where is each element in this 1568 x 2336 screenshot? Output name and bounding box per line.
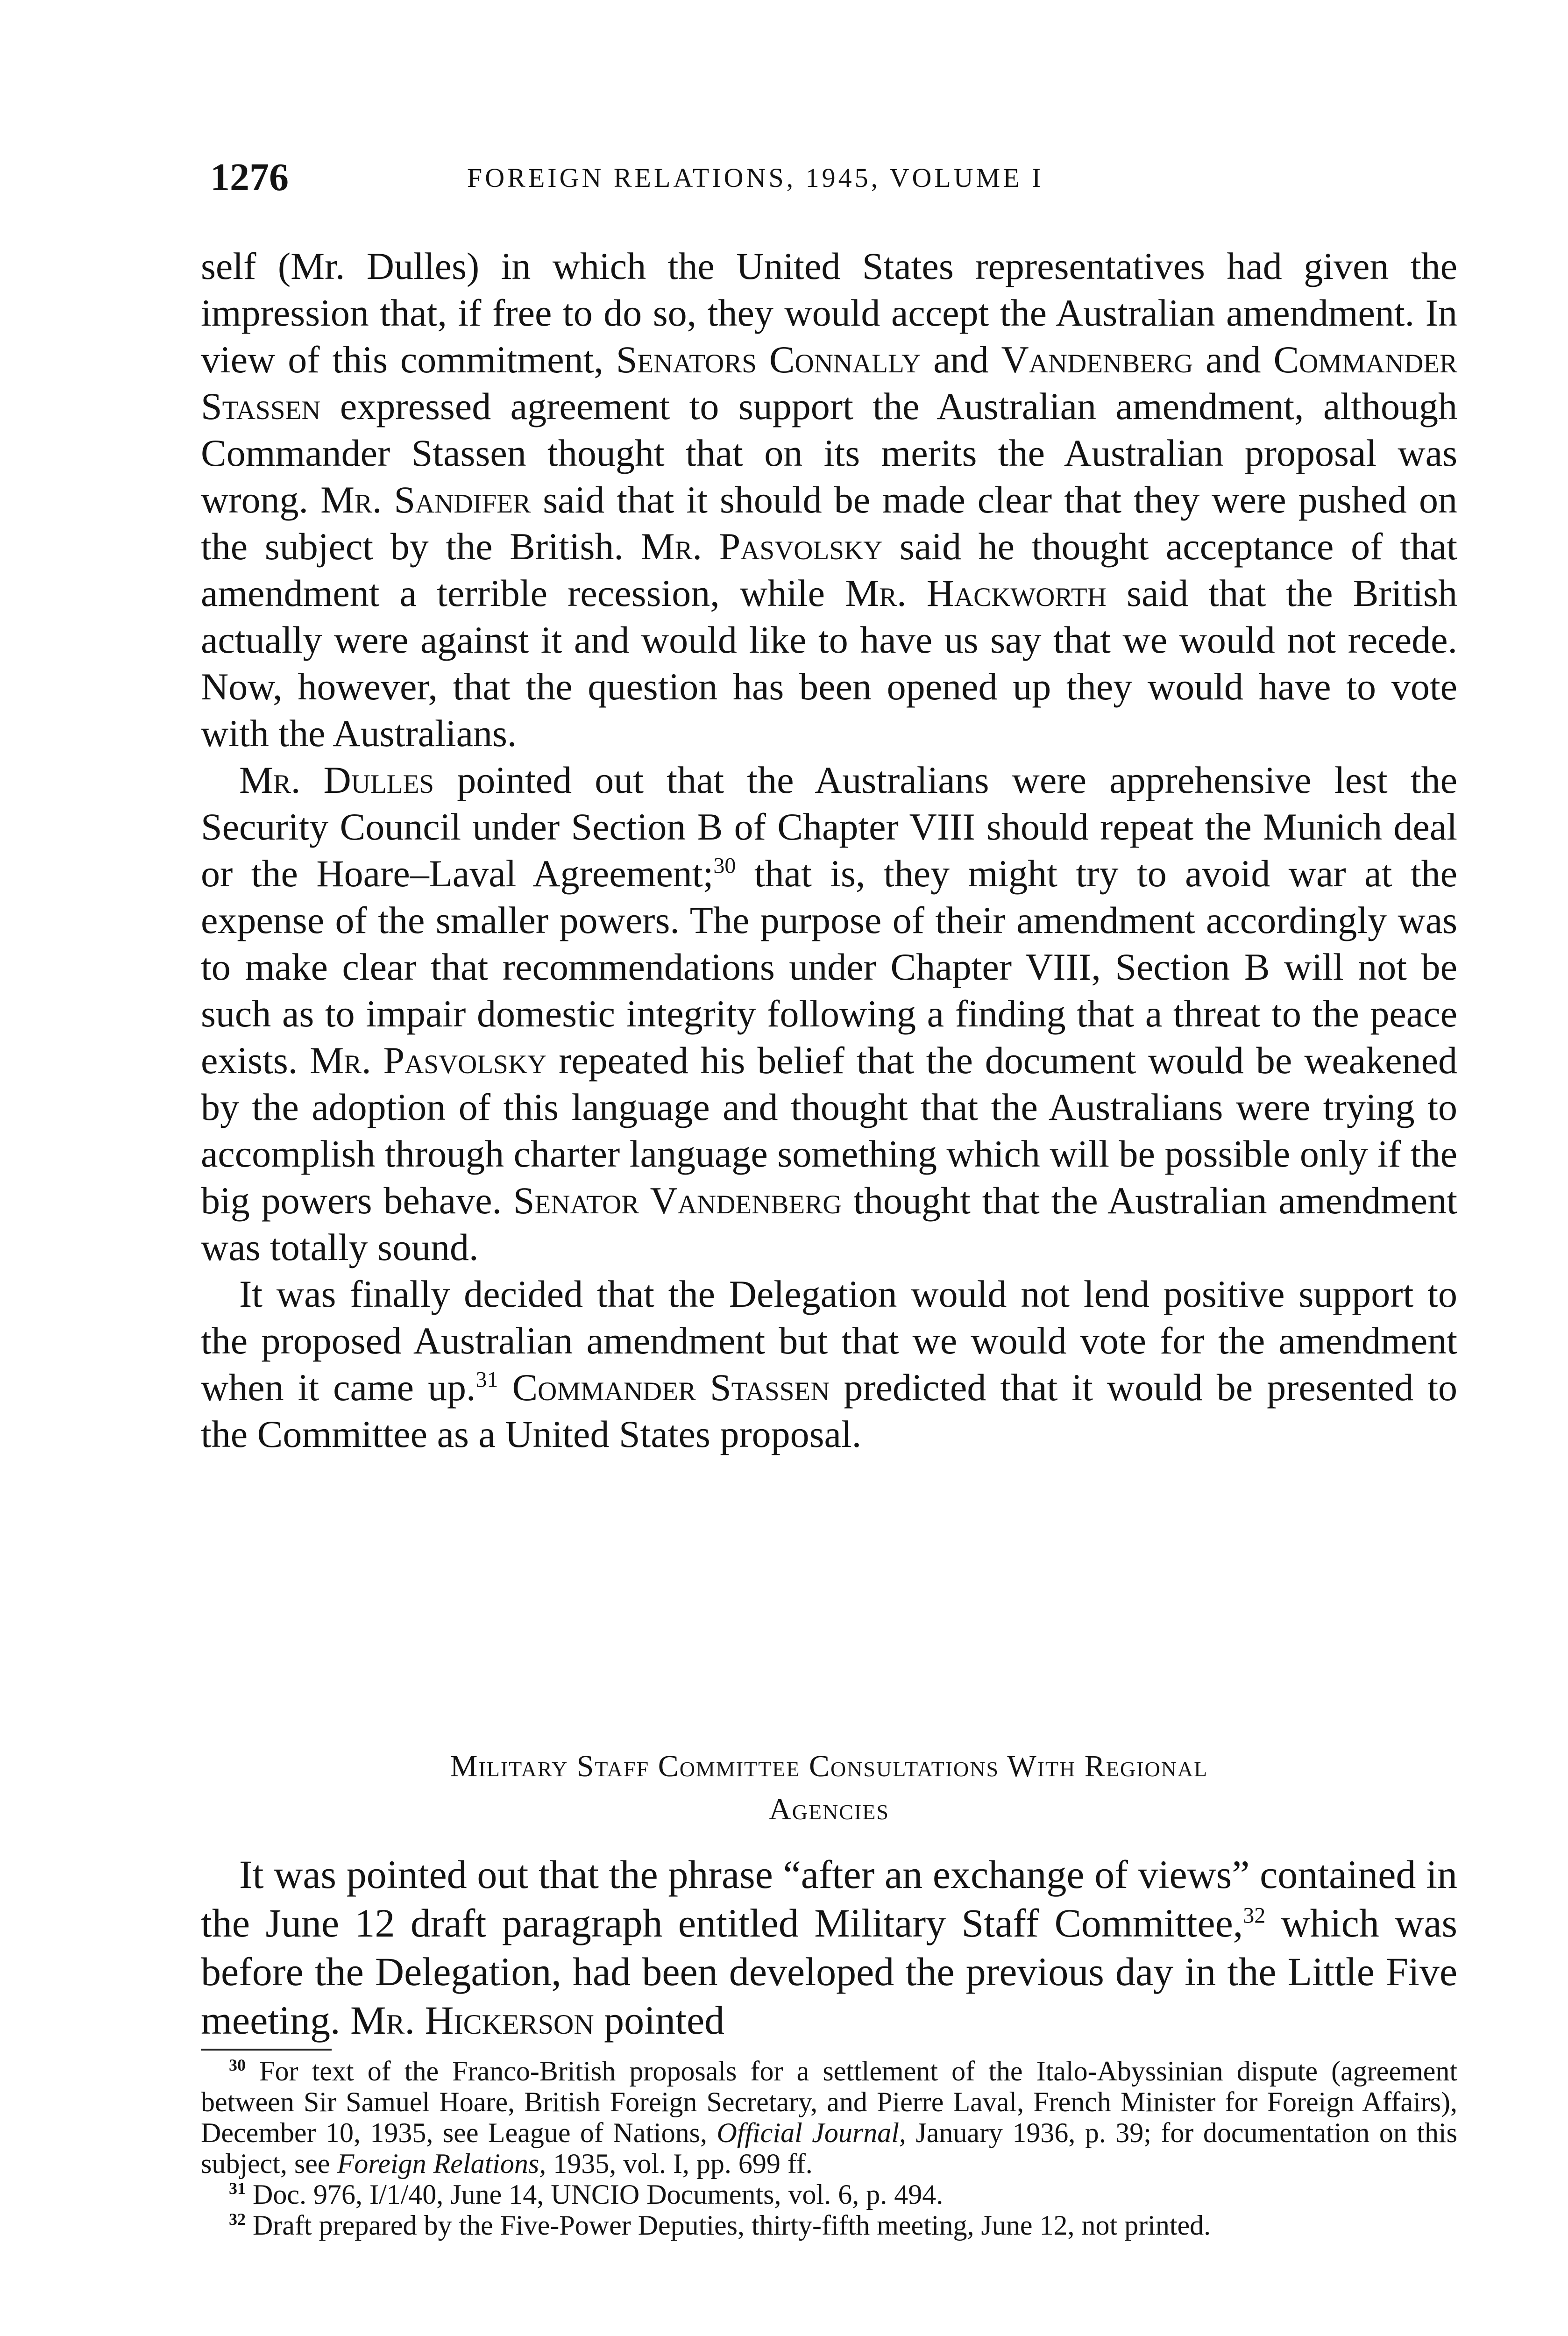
speaker-name: Mr. Hickerson xyxy=(350,1998,594,2043)
text-run: said he thought acceptance of that amendment a terrible recession, while xyxy=(201,525,1457,614)
section-heading-line-1: Military Staff Committee Consultations With Regional xyxy=(450,1749,1208,1783)
paragraph-4 xyxy=(201,1850,1457,2044)
footnote-30 xyxy=(201,2056,1457,2179)
text-run: It was pointed out that the phrase “after an exchange of views” contained in the June 12 draft paragraph entitled Military Staff Committee, xyxy=(201,1852,1457,1945)
body-text xyxy=(201,243,1457,1458)
speaker-name: Mr. Pasvolsky xyxy=(310,1039,547,1082)
text-run: pointed xyxy=(594,1998,725,2043)
speaker-name: Mr. Pasvolsky xyxy=(640,525,883,568)
speaker-name: Commander Stassen xyxy=(512,1366,830,1409)
text-run: which was before the Delegation, had been developed the previous day in the Little Five meeting. xyxy=(201,1901,1458,2043)
text-run: said that the British actually were against it and would like to have us say that we would not recede. Now, however, that the question has been opened up they would have to vote with the Australians. xyxy=(201,572,1457,755)
footnote-italic: Official Journal, xyxy=(717,2117,906,2148)
section-heading-line-2: Agencies xyxy=(769,1792,889,1826)
text-run xyxy=(498,1366,512,1409)
footnote-text: Draft prepared by the Five-Power Deputies, thirty-fifth meeting, June 12, not printed. xyxy=(253,2210,1211,2241)
speaker-name: Commander Stassen xyxy=(201,338,1457,427)
running-head: FOREIGN RELATIONS, 1945, VOLUME I xyxy=(467,163,1044,193)
footnote-text: January 1936, p. 39; for documentation on this subject, see xyxy=(201,2117,1457,2179)
text-run: and xyxy=(1193,338,1274,381)
text-run: pointed out that the Australians were apprehensive lest the Security Council under Section B of Chapter VIII should repeat the Munich deal or the Hoare–Laval Agreement; xyxy=(201,759,1457,895)
paragraph-3 xyxy=(201,1271,1457,1458)
paragraph-1 xyxy=(201,243,1457,757)
speaker-name: Mr. Dulles xyxy=(239,759,434,801)
footnote-italic: Foreign Relations, xyxy=(337,2148,546,2179)
footnote-reference: 31 xyxy=(475,1367,498,1392)
footnote-mark: 30 xyxy=(229,2056,246,2074)
page-number: 1276 xyxy=(210,156,289,199)
text-run: It was finally decided that the Delegation would not lend positive support to the proposed Australian amendment but that we would vote for the amendment when it came up. xyxy=(201,1273,1457,1409)
text-run: expressed agreement to support the Australian amendment, although Commander Stassen thought that on its merits the Australian proposal was wrong. xyxy=(201,385,1457,521)
footnote-divider xyxy=(201,2049,332,2051)
speaker-name: Mr. Hackworth xyxy=(845,572,1107,614)
footnote-text: Doc. 976, I/1/40, June 14, UNCIO Documents, vol. 6, p. 494. xyxy=(253,2179,944,2210)
footnotes xyxy=(201,2056,1457,2241)
footnote-31 xyxy=(201,2179,1457,2210)
footnote-text: 1935, vol. I, pp. 699 ff. xyxy=(546,2148,813,2179)
page-header xyxy=(210,154,1471,201)
text-run: self (Mr. Dulles) in which the United States representatives had given the impression that, if free to do so, they would accept the Australian amendment. In view of this commitment, xyxy=(201,245,1457,381)
footnote-32 xyxy=(201,2210,1457,2241)
speaker-name: Senator Vandenberg xyxy=(513,1179,842,1222)
text-run: that is, they might try to avoid war at the expense of the smaller powers. The purpose of their amendment accordingly was to make clear that recommendations under Chapter VIII, Section B will not be such as to impair domestic integrity following a finding that a threat to the peace exists. xyxy=(201,852,1457,1082)
footnote-reference: 32 xyxy=(1243,1903,1266,1928)
footnote-reference: 30 xyxy=(713,853,736,878)
body-text-continued xyxy=(201,1850,1457,2044)
paragraph-2 xyxy=(201,757,1457,1271)
text-run: thought that the Australian amendment was totally sound. xyxy=(201,1179,1457,1268)
footnote-mark: 31 xyxy=(229,2179,246,2198)
speaker-name: Vandenberg xyxy=(1001,338,1193,381)
footnote-mark: 32 xyxy=(229,2210,246,2229)
text-run: and xyxy=(921,338,1001,381)
section-heading xyxy=(201,1745,1457,1831)
speaker-name: Senators Connally xyxy=(616,338,921,381)
text-run: said that it should be made clear that they were pushed on the subject by the British. xyxy=(201,478,1458,568)
speaker-name: Mr. Sandifer xyxy=(320,478,531,521)
footnote-text: For text of the Franco-British proposals for a settlement of the Italo-Abyssinian dispute (agreement between Sir Samuel Hoare, British Foreign Secretary, and Pierre Laval, French Minister for Foreign Affairs), December 10, 1935, see League of Nations, xyxy=(201,2056,1457,2148)
text-run: repeated his belief that the document would be weakened by the adoption of this language and thought that the Australians were trying to accomplish through charter language something which will be possible only if the big powers behave. xyxy=(201,1039,1457,1222)
text-run: predicted that it would be presented to the Committee as a United States proposal. xyxy=(201,1366,1457,1455)
